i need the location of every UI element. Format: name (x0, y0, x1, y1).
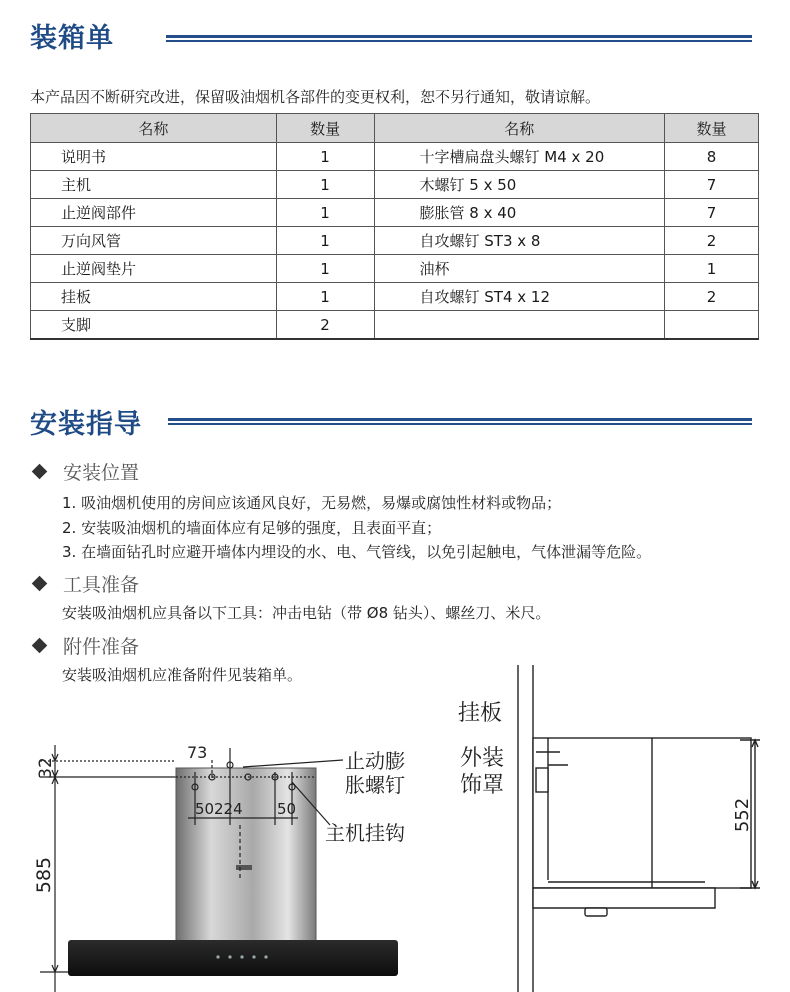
packing-title: 装箱单 (30, 23, 114, 54)
position-item-2: 2. 安装吸油烟机的墙面体应有足够的强度，且表面平直； (62, 519, 442, 537)
item-name (374, 311, 665, 340)
dim-552-label: 552 (732, 797, 753, 833)
table-row (31, 255, 759, 283)
item-name: 油杯 (374, 255, 665, 283)
label-hook: 主机挂钩 (325, 821, 405, 845)
table-row (31, 227, 759, 255)
header-name-2: 名称 (374, 114, 665, 143)
tools-heading (34, 570, 139, 597)
item-name: 十字槽扁盘头螺钉 M4 x 20 (374, 143, 665, 171)
diamond-bullet-icon (32, 464, 48, 480)
header-name-1: 名称 (31, 114, 277, 143)
item-name: 挂板 (31, 283, 277, 311)
parts-text: 安装吸油烟机应准备附件见装箱单。 (62, 666, 303, 684)
item-qty: 2 (665, 227, 759, 255)
table-row (31, 143, 759, 171)
side-view (518, 665, 760, 992)
dim-50-left-label: 50 (195, 800, 215, 818)
dim-585-label: 585 (33, 856, 55, 894)
table-row (31, 171, 759, 199)
parts-heading-text: 附件准备 (63, 636, 140, 658)
item-name: 自攻螺钉 ST4 x 12 (374, 283, 665, 311)
item-qty: 1 (276, 283, 374, 311)
item-name: 止逆阀部件 (31, 199, 277, 227)
item-qty: 1 (276, 199, 374, 227)
label-cover-line1: 外装 (460, 746, 505, 771)
item-qty: 8 (665, 143, 759, 171)
item-qty: 2 (665, 283, 759, 311)
packing-title-rule (166, 35, 752, 42)
hood-chimney (176, 768, 316, 944)
item-qty: 1 (276, 255, 374, 283)
brand-logo-icon (236, 865, 252, 870)
header-qty-1: 数量 (276, 114, 374, 143)
item-qty (665, 311, 759, 340)
item-name: 说明书 (31, 143, 277, 171)
item-name: 主机 (31, 171, 277, 199)
item-qty: 7 (665, 199, 759, 227)
installation-diagram (0, 650, 790, 992)
item-qty: 1 (665, 255, 759, 283)
label-plate: 挂板 (458, 701, 503, 726)
dim-50-right-label: 50 (277, 800, 297, 818)
header-qty-2: 数量 (665, 114, 759, 143)
dim-32-label: 32 (36, 757, 56, 779)
position-heading-text: 安装位置 (63, 462, 140, 484)
dim-224-label: 224 (214, 800, 243, 818)
item-name: 止逆阀垫片 (31, 255, 277, 283)
table-row (31, 311, 759, 340)
label-bolt-line1: 止动膨 (345, 749, 405, 773)
tools-text: 安装吸油烟机应具备以下工具：冲击电钻（带 Ø8 钻头）、螺丝刀、米尺。 (62, 604, 551, 622)
dim-73-label: 73 (187, 743, 208, 762)
label-bolt-line2: 胀螺钉 (345, 773, 405, 797)
item-qty: 1 (276, 171, 374, 199)
position-item-1: 1. 吸油烟机使用的房间应该通风良好，无易燃，易爆或腐蚀性材料或物品； (62, 494, 562, 512)
item-name: 膨胀管 8 x 40 (374, 199, 665, 227)
table-row (31, 199, 759, 227)
position-heading (34, 458, 139, 485)
item-qty: 1 (276, 143, 374, 171)
item-name: 自攻螺钉 ST3 x 8 (374, 227, 665, 255)
table-header-row (31, 114, 759, 143)
position-item-3: 3. 在墙面钻孔时应避开墙体内埋设的水、电、气管线，以免引起触电，气体泄漏等危险。 (62, 543, 652, 561)
label-cover-line2: 饰罩 (460, 773, 505, 798)
hood-panel (68, 940, 398, 976)
item-name: 木螺钉 5 x 50 (374, 171, 665, 199)
table-row (31, 283, 759, 311)
packing-notice: 本产品因不断研究改进，保留吸油烟机各部件的变更权利，恕不另行通知，敬请谅解。 (30, 88, 601, 106)
tools-heading-text: 工具准备 (63, 574, 140, 596)
item-name: 支脚 (31, 311, 277, 340)
diamond-bullet-icon (32, 576, 48, 592)
install-title-rule (168, 418, 752, 425)
packing-table (30, 113, 759, 340)
item-qty: 1 (276, 227, 374, 255)
install-title: 安装指导 (30, 409, 142, 440)
item-name: 万向风管 (31, 227, 277, 255)
item-qty: 7 (665, 171, 759, 199)
item-qty: 2 (276, 311, 374, 340)
